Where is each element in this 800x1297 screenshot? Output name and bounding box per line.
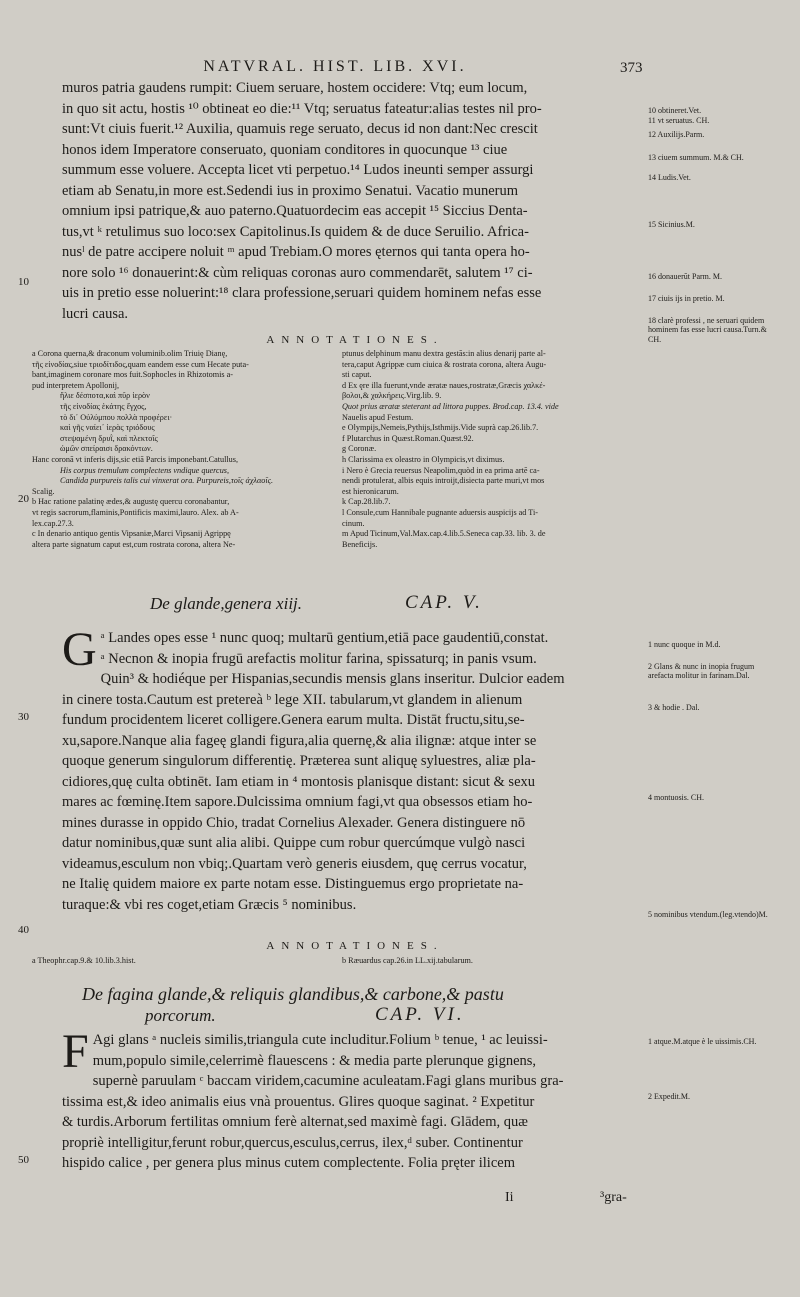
annotation-line: Beneficijs.	[342, 539, 378, 549]
annotation-line: nendi protulerat, albis equis introijt,disiecta parte muri,vt mos	[342, 476, 545, 486]
margin-note: 18 clarè professi , ne seruari quidem hominem fas esse lucri causa.Turn.& CH.	[648, 316, 767, 344]
annotation-line: c In denario antiquo gentis Vipsaniæ,Marci Vipsanij Agrippę	[32, 529, 231, 539]
annotation-line: τῆς εἰνοδίας,siue τριοδίτιδος,quam eandem esse cum Hecate puta-	[32, 359, 249, 369]
text-line: & turdis.Arborum fertilitas omnium ferè alternat,sed maximè fagi. Glādem, quæ	[62, 1114, 528, 1130]
text-line: uis in pretio esse noluerint:¹⁸ clara professione,seruari quidem hominem nefas esse	[62, 285, 542, 301]
annotation-line: ptunus delphinum manu dextra gestās:in alius denarij parte al-	[342, 349, 546, 358]
annotation-line: l Consule,cum Hannibale pugnante aduersis auspicijs ad Ti-	[342, 507, 539, 517]
text-line: mares ac fœminę.Item sapore.Dulcissima omnium fagi,vt qua obsessos etiam ho-	[62, 794, 533, 810]
marginal-notes	[648, 0, 773, 1297]
signature-mark: Ii	[505, 1190, 514, 1205]
annotation-line: h Clarissima ex oleastro in Olympicis,vt diximus.	[342, 454, 505, 464]
text-line: datur nominibus,quæ sunt alia alibi. Quippe cum robur quercúmque vulgò nasci	[62, 835, 526, 851]
annotation-line: cinum.	[342, 518, 365, 528]
margin-note: 5 nominibus vtendum.(leg.vtendo)M.	[648, 910, 768, 919]
catchword: ³gra-	[600, 1190, 627, 1205]
line-number: 30	[18, 711, 29, 723]
text-line: nusˡ de patre accipere noluit ᵐ apud Trebiam.O mores ęternos qui tanta opera ho-	[62, 244, 530, 260]
annotation-line: Quot prius æratæ steterant ad littora puppes. Brod.cap. 13.4. vide	[342, 401, 559, 411]
greek-verse-line: στεψαμένη δρυῒ, καὶ πλεκτοῖς	[60, 433, 158, 443]
text-line: xu,sapore.Nanque alia fageę glandi figura,alia quernę,& alia ilignæ: atque inter se	[62, 732, 537, 749]
annotation-line: lex.cap.27.3.	[32, 518, 74, 528]
chapter-6-title-line-2: porcorum.	[145, 1006, 216, 1025]
greek-verse-line: τῆς εἰνοδίας ἑκάτης ἔγχος,	[60, 401, 147, 411]
margin-note: 2 Expedit.M.	[648, 1092, 690, 1101]
greek-verse-line: καὶ γῆς ναίει᾽ ἱερὰς τριόδους	[60, 423, 155, 433]
text-line: summum esse voluere. Accepta licet vti perpetuo.¹⁴ Ludos ineunti semper assurgi	[62, 162, 534, 178]
text-line: turaque:& vbi res coget,etiam Græcis ⁵ nominibus.	[62, 896, 357, 913]
chapter-5-number: CAP. V.	[405, 592, 483, 613]
drop-capital: F	[62, 1025, 89, 1078]
margin-note: 11 vt seruatus. CH.	[648, 116, 710, 125]
annotation-line: e Olympijs,Nemeis,Pythijs,Isthmijs.Vide suprà cap.26.lib.7.	[342, 423, 539, 433]
running-title: NATVRAL. HIST. LIB. XVI.	[203, 58, 467, 75]
margin-note: 15 Sicinius.M.	[648, 220, 695, 229]
text-line: ᵃ Necnon & inopia frugū arefactis molitur farina, spissaturq; in panis vsum.	[100, 650, 537, 667]
text-line: mum,populo simile,celerrimè flauescens : & media parte plerunque gignens,	[92, 1052, 537, 1069]
text-line: propriè intelligitur,ferunt robur,quercus,esculus,cerrus, ilex,ᵈ suber. Continentur	[62, 1134, 523, 1151]
text-line: muros patria gaudens rumpit: Ciuem seruare, hostem occidere: Vtq; eum locum,	[62, 80, 528, 96]
annotation-line: f Plutarchus in Quæst.Roman.Quæst.92.	[342, 433, 474, 443]
main-text-paragraph-3	[62, 1025, 642, 1174]
text-line: etiam ab Senatu,in more est.Sedendi ius in proximo Senatui. Vacatio munerum	[62, 182, 518, 199]
margin-note: 16 donauerūt Parm. M.	[648, 272, 722, 281]
annotation-line: b Hac ratione palatinę ædes,& augustę quercu coronabantur,	[32, 497, 230, 507]
margin-note: 17 ciuis ijs in pretio. M.	[648, 294, 725, 303]
annotation-line: vt regis sacrorum,flaminis,Pontificis maximi,lauro. Alex. ab A-	[32, 507, 239, 517]
text-line: nore solo ¹⁶ donauerint:& cùm reliquas coronas auro commendarēt, salutem ¹⁷ ci-	[62, 264, 533, 281]
page-number: 373	[620, 60, 643, 76]
annotation-line: sti caput.	[342, 370, 372, 380]
text-line: tissima est,& ideo animalis eius vnà prouentus. Glires quoque saginat. ² Expetitur	[62, 1093, 535, 1110]
line-number: 50	[18, 1154, 29, 1166]
annotation-line: Scalig.	[32, 486, 55, 496]
text-line: in cinere tosta.Cautum est pretereà ᵇ lege XII. tabularum,vt glandem in alienum	[62, 691, 523, 708]
text-line: videamus,esculum non vbiq;.Quartam verò generis eiusdem, quę cerrus vocatur,	[62, 855, 527, 872]
annotation-line: Hanc coronā vt inferis dijs,sic etiā Parcis imponebant.Catullus,	[32, 454, 239, 464]
annotations-heading: ANNOTATIONES.	[266, 334, 444, 346]
annotations-heading-2: ANNOTATIONES.	[266, 940, 444, 952]
text-line: Quin³ & hodiéque per Hispanias,secundis mensis glans inseritur. Dulcior eadem	[100, 671, 565, 687]
annotations-block-1	[32, 349, 642, 550]
annotations-left-column	[32, 349, 332, 550]
text-line: hispido calice , per genera plus minus cutem complectente. Folia pręter ilicem	[62, 1155, 515, 1171]
annotation-line: d Ex ęre illa fuerunt,vnde æratæ naues,rostratæ,Græcis χαλκέ-	[342, 380, 546, 390]
verse-line: His corpus tremulum complectens vndique quercus,	[60, 465, 230, 475]
annotation-line: βολοι,& χαλκήρεις.Virg.lib. 9.	[342, 391, 442, 401]
annotation-line: i Nero è Grecia reuersus Neapolim,quòd in ea prima artē ca-	[342, 465, 540, 475]
annotation-line: tera,caput Agrippæ cum ciuica & rostrata corona, altera Augu-	[342, 359, 547, 369]
main-text-paragraph-2	[62, 623, 642, 915]
text-line: Agi glans ᵃ nucleis similis,triangula cute includitur.Folium ᵇ tenue, ¹ ac leuissi-	[92, 1032, 548, 1048]
text-line: tus,vt ᵏ retulimus suo loco:sex Capitolinus.Is quidem & de duce Seruilio. Africa-	[62, 223, 529, 240]
line-number: 10	[18, 276, 29, 288]
margin-note: 13 ciuem summum. M.& CH.	[648, 153, 744, 162]
text-line: sunt:Vt ciuis fuerit.¹² Auxilia, quamuis rege seruato, decus id non dant:Nec crescit	[62, 121, 538, 137]
text-line: supernè paruulam ᶜ baccam viridem,cacumine aculeatam.Fagi glans muribus gra-	[92, 1073, 564, 1089]
margin-note: 3 & hodie . Dal.	[648, 703, 700, 712]
margin-note: 2 Glans & nunc in inopia frugum arefacta molitur in farinam.Dal.	[648, 662, 755, 681]
margin-note: 1 atque.M.atque è le uissimis.CH.	[648, 1037, 757, 1046]
annotation-line: k Cap.28.lib.7.	[342, 497, 391, 507]
text-line: quoque generum singulorum differentię. Præterea sunt aliquę syluestres, aliæ pla-	[62, 753, 536, 769]
greek-verse-line: ἥλιε δέσποτα,καὶ πῦρ ἱερὸν	[60, 391, 150, 401]
annotation-line: g Coronæ.	[342, 444, 377, 454]
margin-note: 12 Auxilijs.Parm.	[648, 130, 705, 139]
annotation-line: pud interpretem Apollonij,	[32, 380, 120, 390]
drop-capital: G	[62, 623, 97, 676]
annotation-line: a Corona querna,& draconum voluminib.olim Triuię Dianę,	[32, 349, 228, 358]
annotation-line: b Ræuardus cap.26.in LL.xij.tabularum.	[342, 956, 473, 965]
margin-note: 10 obtineret.Vet.	[648, 106, 702, 115]
text-line: mines durasse in oppido Chio, tradat Cornelius Alexader. Genera distinguere nō	[62, 814, 526, 831]
main-text-paragraph-1	[62, 78, 642, 324]
annotation-line: altera parte signatum caput est,cum rostrata corona, altera Ne-	[32, 539, 236, 549]
line-number: 40	[18, 924, 29, 936]
line-number: 20	[18, 493, 29, 505]
text-line: lucri causa.	[62, 305, 129, 322]
chapter-6-title-line-1: De fagina glande,& reliquis glandibus,& carbone,& pastu	[82, 984, 504, 1004]
annotation-line: a Theophr.cap.9.& 10.lib.3.hist.	[32, 956, 136, 965]
chapter-6-number: CAP. VI.	[375, 1004, 465, 1025]
annotations-block-2	[32, 956, 642, 967]
verse-line: Candida purpureis talis cui vinxerat ora. Purpureis,τοῖς ἀχλαοῖς.	[60, 476, 274, 486]
text-line: cidiores,quę culta obtinēt. Iam etiam in ⁴ montosis planisque distant: sicut & sexu	[62, 773, 535, 790]
greek-verse-line: τὸ δι᾽ Οὐλύμπου πολλὰ προφέρει·	[60, 412, 173, 422]
chapter-5-title: De glande,genera xiij.	[150, 594, 303, 613]
annotation-line: est hieronicarum.	[342, 486, 399, 496]
text-line: in quo sit actu, hostis ¹⁰ obtineat eo die:¹¹ Vtq; seruatus fateatur:alias testes nil pro-	[62, 100, 542, 117]
text-line: honos idem Imperatore conseruato, quoniam conditores in quocunque ¹³ ciue	[62, 141, 508, 158]
annotation-line: bant,imaginem coronare mos fuit.Sophocles in Rhizotomis a-	[32, 370, 234, 380]
annotation-line: m Apud Ticinum,Val.Max.cap.4.lib.5.Seneca cap.33. lib. 3. de	[342, 529, 546, 539]
margin-note: 1 nunc quoque in M.d.	[648, 640, 721, 649]
margin-note: 14 Ludis.Vet.	[648, 173, 691, 182]
text-line: omnium ipsi patrique,& auo paterno.Quatuordecim eas accepit ¹⁵ Siccius Denta-	[62, 203, 528, 219]
text-line: fundum procidentem liceret colligere.Genera earum multa. Distāt fructu,situ,se-	[62, 712, 525, 728]
annotations-right-column	[342, 349, 642, 550]
text-line: ne Italię quidem maiore ex parte notam esse. Distinguemus ergo proprietate na-	[62, 876, 524, 892]
greek-verse-line: ὠμῶν σπείραισι δρακόντων.	[60, 444, 153, 454]
text-line: ᵃ Landes opes esse ¹ nunc quoq; multarū gentium,etiā pace gaudentiū,constat.	[100, 630, 549, 646]
annotation-line: Nauelis apud Festum.	[342, 412, 414, 422]
margin-note: 4 montuosis. CH.	[648, 793, 705, 802]
